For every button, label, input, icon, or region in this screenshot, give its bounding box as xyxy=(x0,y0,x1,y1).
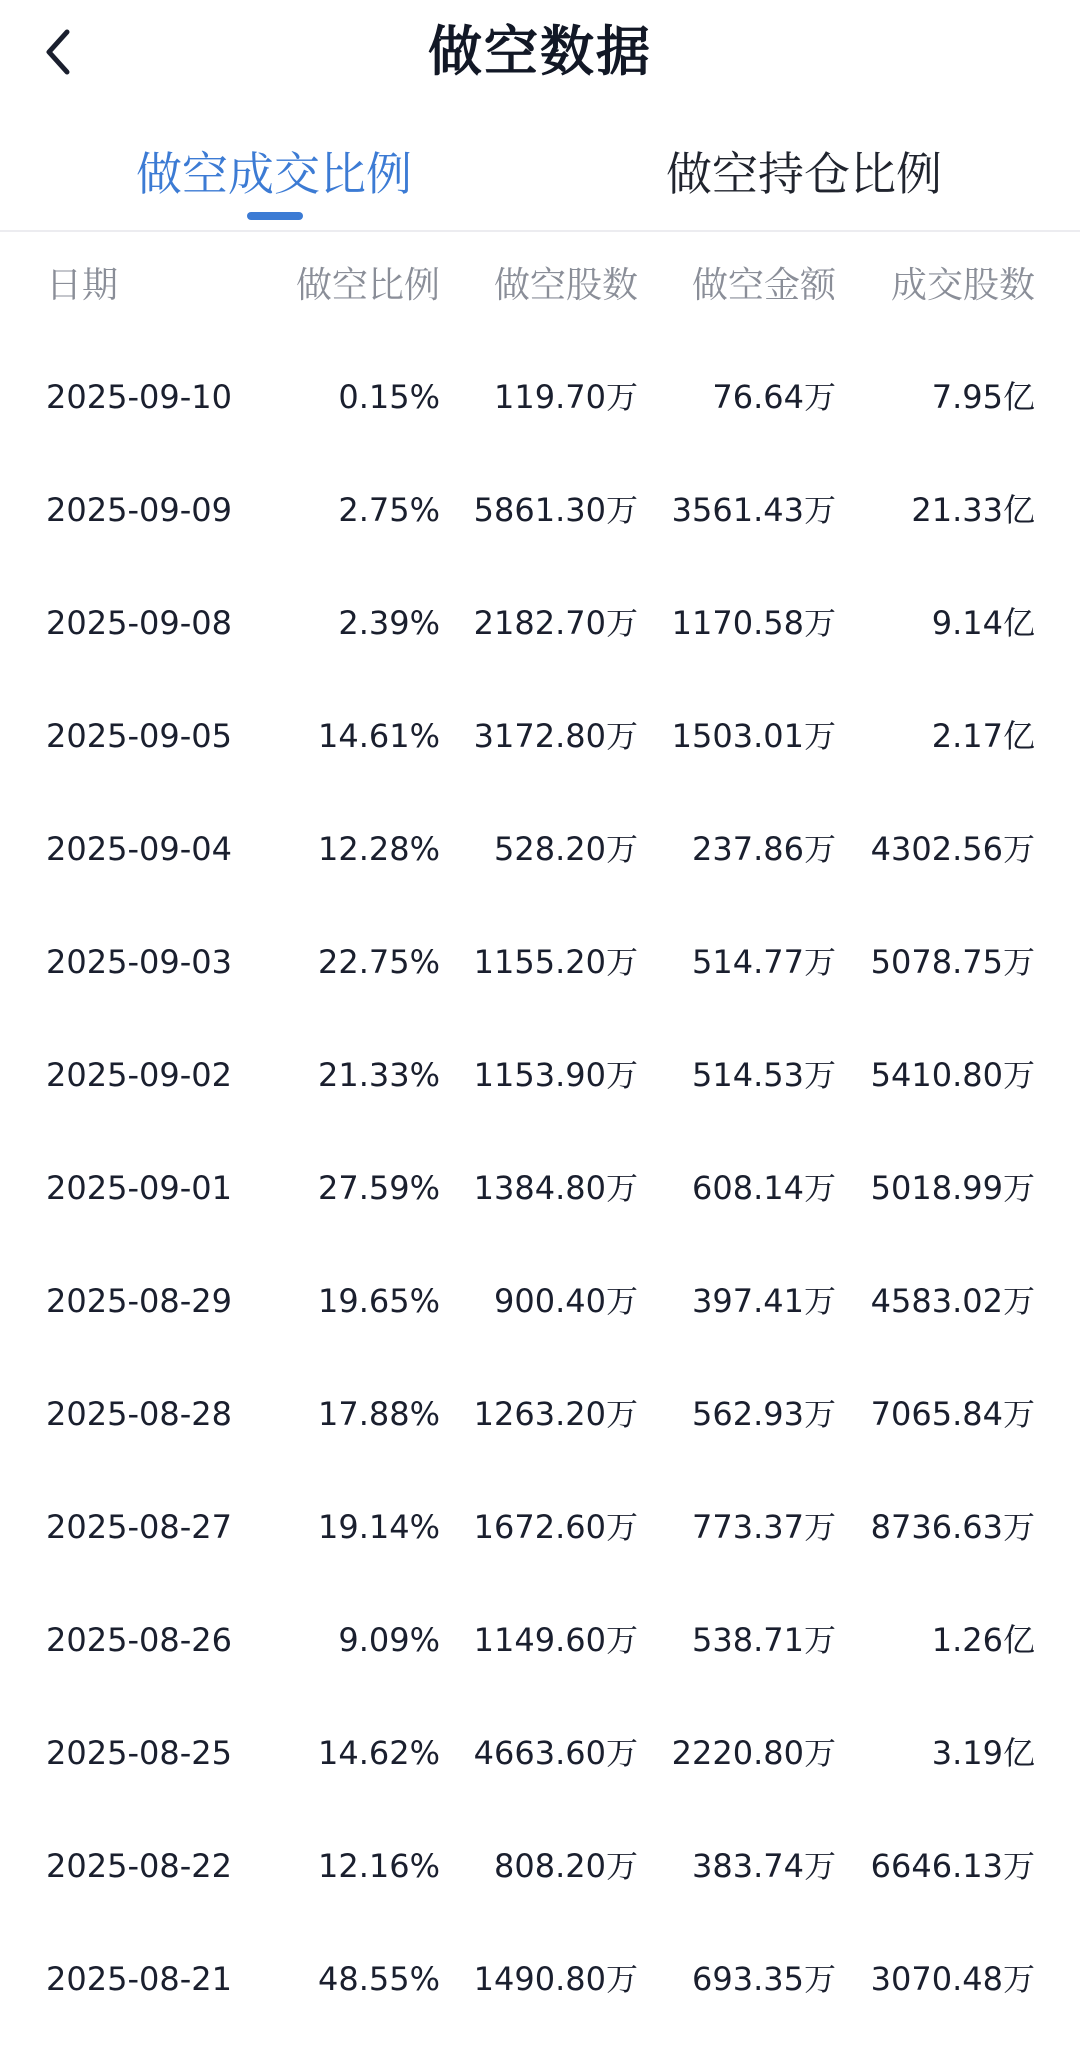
short-shares-cell: 119.70万 xyxy=(494,378,638,416)
column-header-volume: 成交股数 xyxy=(890,265,1035,306)
table-row[interactable] xyxy=(0,1700,1080,1813)
short-amount-cell: 514.77万 xyxy=(692,943,836,981)
date-cell: 2025-08-27 xyxy=(46,1508,232,1546)
tab-bar xyxy=(0,108,1080,232)
short-ratio-cell: 19.65% xyxy=(317,1282,440,1320)
short-shares-cell: 2182.70万 xyxy=(473,604,638,642)
table-row[interactable] xyxy=(0,1248,1080,1361)
short-ratio-cell: 14.62% xyxy=(317,1734,440,1772)
date-cell: 2025-08-25 xyxy=(46,1734,232,1772)
table-row[interactable] xyxy=(0,1926,1080,2039)
volume-cell: 2.17亿 xyxy=(931,717,1035,755)
volume-cell: 7065.84万 xyxy=(870,1395,1035,1433)
date-cell: 2025-09-02 xyxy=(46,1056,232,1094)
date-cell: 2025-09-01 xyxy=(46,1169,232,1207)
date-cell: 2025-08-29 xyxy=(46,1282,232,1320)
short-shares-cell: 1384.80万 xyxy=(473,1169,638,1207)
volume-cell: 4583.02万 xyxy=(870,1282,1035,1320)
short-ratio-cell: 22.75% xyxy=(317,943,440,981)
table-body xyxy=(0,344,1080,2039)
short-shares-cell: 1263.20万 xyxy=(473,1395,638,1433)
short-shares-cell: 1490.80万 xyxy=(473,1960,638,1998)
tab-short-volume-ratio[interactable]: 做空成交比例 xyxy=(136,147,412,201)
short-amount-cell: 693.35万 xyxy=(692,1960,836,1998)
page-title: 做空数据 xyxy=(428,20,652,83)
volume-cell: 5410.80万 xyxy=(870,1056,1035,1094)
short-amount-cell: 773.37万 xyxy=(692,1508,836,1546)
short-ratio-cell: 17.88% xyxy=(317,1395,440,1433)
date-cell: 2025-09-04 xyxy=(46,830,232,868)
short-ratio-cell: 48.55% xyxy=(317,1960,440,1998)
volume-cell: 1.26亿 xyxy=(931,1621,1035,1659)
table-row[interactable] xyxy=(0,1813,1080,1926)
short-ratio-cell: 21.33% xyxy=(317,1056,440,1094)
short-shares-cell: 4663.60万 xyxy=(473,1734,638,1772)
table-header xyxy=(0,232,1080,344)
volume-cell: 9.14亿 xyxy=(931,604,1035,642)
short-ratio-cell: 14.61% xyxy=(317,717,440,755)
volume-cell: 3.19亿 xyxy=(931,1734,1035,1772)
date-cell: 2025-08-21 xyxy=(46,1960,232,1998)
date-cell: 2025-09-10 xyxy=(46,378,232,416)
column-header-short-shares: 做空股数 xyxy=(493,265,638,306)
table-row[interactable] xyxy=(0,1361,1080,1474)
volume-cell: 5078.75万 xyxy=(870,943,1035,981)
short-ratio-cell: 9.09% xyxy=(338,1621,440,1659)
short-shares-cell: 1153.90万 xyxy=(473,1056,638,1094)
table-row[interactable] xyxy=(0,683,1080,796)
short-ratio-cell: 2.39% xyxy=(338,604,440,642)
short-amount-cell: 562.93万 xyxy=(692,1395,836,1433)
tab-short-position-ratio[interactable]: 做空持仓比例 xyxy=(666,147,942,201)
short-data-table xyxy=(0,232,1080,2039)
short-amount-cell: 2220.80万 xyxy=(671,1734,836,1772)
top-bar xyxy=(0,0,1080,108)
short-ratio-cell: 27.59% xyxy=(317,1169,440,1207)
date-cell: 2025-09-09 xyxy=(46,491,232,529)
short-shares-cell: 1149.60万 xyxy=(473,1621,638,1659)
table-row[interactable] xyxy=(0,796,1080,909)
date-cell: 2025-08-28 xyxy=(46,1395,232,1433)
short-ratio-cell: 12.28% xyxy=(317,830,440,868)
active-tab-indicator xyxy=(247,212,303,220)
short-amount-cell: 538.71万 xyxy=(692,1621,836,1659)
table-row[interactable] xyxy=(0,570,1080,683)
short-amount-cell: 383.74万 xyxy=(692,1847,836,1885)
table-row[interactable] xyxy=(0,1135,1080,1248)
short-shares-cell: 900.40万 xyxy=(494,1282,638,1320)
volume-cell: 5018.99万 xyxy=(870,1169,1035,1207)
column-header-short-amount: 做空金额 xyxy=(691,265,836,306)
volume-cell: 3070.48万 xyxy=(870,1960,1035,1998)
short-shares-cell: 1672.60万 xyxy=(473,1508,638,1546)
table-row[interactable] xyxy=(0,457,1080,570)
short-shares-cell: 808.20万 xyxy=(494,1847,638,1885)
table-row[interactable] xyxy=(0,1587,1080,1700)
volume-cell: 4302.56万 xyxy=(870,830,1035,868)
short-amount-cell: 397.41万 xyxy=(692,1282,836,1320)
date-cell: 2025-09-05 xyxy=(46,717,232,755)
table-row[interactable] xyxy=(0,1022,1080,1135)
column-header-date: 日期 xyxy=(46,265,119,306)
volume-cell: 21.33亿 xyxy=(911,491,1035,529)
short-shares-cell: 3172.80万 xyxy=(473,717,638,755)
short-ratio-cell: 0.15% xyxy=(338,378,440,416)
volume-cell: 6646.13万 xyxy=(870,1847,1035,1885)
table-row[interactable] xyxy=(0,909,1080,1022)
short-amount-cell: 514.53万 xyxy=(692,1056,836,1094)
short-ratio-cell: 19.14% xyxy=(317,1508,440,1546)
short-amount-cell: 608.14万 xyxy=(692,1169,836,1207)
volume-cell: 8736.63万 xyxy=(870,1508,1035,1546)
date-cell: 2025-08-26 xyxy=(46,1621,232,1659)
short-shares-cell: 5861.30万 xyxy=(473,491,638,529)
short-amount-cell: 237.86万 xyxy=(692,830,836,868)
date-cell: 2025-09-08 xyxy=(46,604,232,642)
table-row[interactable] xyxy=(0,1474,1080,1587)
short-amount-cell: 3561.43万 xyxy=(671,491,836,529)
date-cell: 2025-08-22 xyxy=(46,1847,232,1885)
short-amount-cell: 76.64万 xyxy=(712,378,836,416)
table-row[interactable] xyxy=(0,344,1080,457)
short-ratio-cell: 12.16% xyxy=(317,1847,440,1885)
short-shares-cell: 528.20万 xyxy=(494,830,638,868)
short-shares-cell: 1155.20万 xyxy=(473,943,638,981)
volume-cell: 7.95亿 xyxy=(931,378,1035,416)
column-header-short-ratio: 做空比例 xyxy=(295,265,440,306)
short-amount-cell: 1170.58万 xyxy=(671,604,836,642)
date-cell: 2025-09-03 xyxy=(46,943,232,981)
short-ratio-cell: 2.75% xyxy=(338,491,440,529)
short-amount-cell: 1503.01万 xyxy=(671,717,836,755)
